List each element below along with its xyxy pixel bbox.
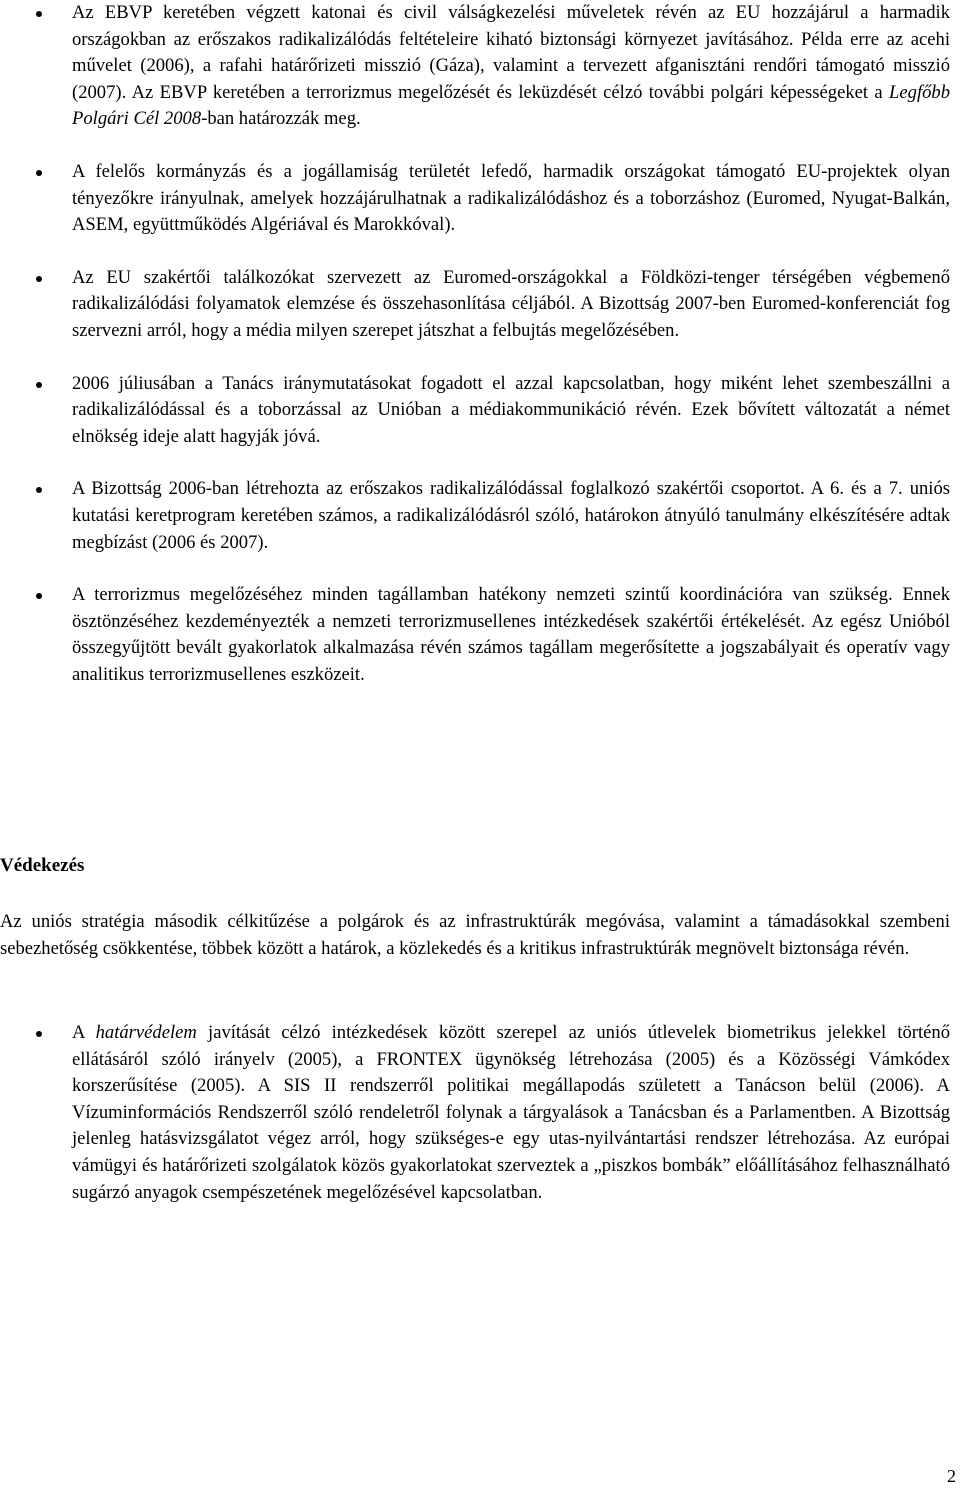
bullet-item — [0, 371, 956, 451]
bullet-dot-icon — [36, 170, 42, 176]
bullet-dot-icon — [36, 276, 42, 282]
bullet-item — [0, 1020, 956, 1206]
bullet-text: Az EU szakértői találkozókat szervezett az Euromed-országokkal a Földközi-tenger térségében végbemenő radikalizálódási folyamatok elemzése és összehasonlítása céljából. A Bizottság 2007-ben Euromed-konferenciát fog szervezni arról, hogy a média milyen szerepet játszhat a felbujtás megelőzésében. — [72, 266, 950, 341]
bullet-list-top — [0, 0, 956, 688]
bullet-item — [0, 265, 956, 345]
bullet-list-bottom — [0, 1020, 956, 1206]
bullet-item — [0, 476, 956, 556]
bullet-text: 2006 júliusában a Tanács iránymutatásokat fogadott el azzal kapcsolatban, hogy miként lehet szembeszállni a radikalizálódással és a toborzással az Unióban a médiakommunikáció révén. Ezek bővített változatát a német elnökség ideje alatt hagyják jóvá. — [72, 372, 950, 447]
bullet-dot-icon — [36, 593, 42, 599]
page-number: 2 — [947, 1466, 956, 1486]
bullet-item — [0, 582, 956, 688]
section-heading: Védekezés — [0, 855, 85, 876]
bullet-text: A felelős kormányzás és a jogállamiság területét lefedő, harmadik országokat támogató EU-projektek olyan tényezőkre irányulnak, amelyek hozzájárulhatnak a radikalizálódáshoz és a toborzáshoz (Euromed, Nyugat-Balkán, ASEM, együttműködés Algériával és Marokkóval). — [72, 160, 950, 236]
bullet-italic: határvédelem — [95, 1022, 197, 1043]
bullet-dot-icon — [36, 487, 42, 493]
section-intro: Az uniós stratégia második célkitűzése a polgárok és az infrastruktúrák megóvása, valamint a támadásokkal szembeni sebezhetőség csökkentése, többek között a határok, a közlekedés és a kritikus infrastruktúrák megnövelt biztonsága révén. — [0, 911, 950, 959]
bullet-text-tail: -ban határozzák meg. — [201, 108, 361, 130]
bullet-text: A terrorizmus megelőzéséhez minden tagállamban hatékony nemzeti szintű koordinációra van szükség. Ennek ösztönzéséhez kezdeményezték a nemzeti terrorizmusellenes intézkedések szakértői értékelését. Az egész Unióból összegyűjtött bevált gyakorlatok alkalmazása révén számos tagállam megerősítette a jogszabályait és operatív vagy analitikus terrorizmusellenes eszközeit. — [72, 584, 950, 685]
bullet-italic: Legfőbb Polgári Cél 2008 — [72, 81, 950, 130]
bullet-text: Az EBVP keretében végzett katonai és civil válságkezelési műveletek révén az EU hozzájárul a harmadik országokban az erőszakos radikalizálódás feltételeire kiható biztonsági környezet javításához. Példa erre az acehi művelet (2006), a rafahi határőrizeti misszió (Gáza), valamint a tervezett afganisztáni rendőri támogató misszió (2007). Az EBVP keretében a terrorizmus megelőzését és leküzdését célzó további polgári képességeket a — [72, 2, 950, 103]
bullet-item — [0, 0, 956, 133]
bullet-text: javítását célzó intézkedések között szerepel az uniós útlevelek biometrikus jelekkel történő ellátásáról szóló irányelv (2005), a FRONTEX ügynökség létrehozása (2005) és a Közösségi Vámkódex korszerűsítése (2005). A SIS II rendszerről politikai megállapodás született a Tanácson belül (2006). A Vízuminformációs Rendszerről szóló rendeletről folynak a tárgyalások a Tanácsban és a Parlamentben. A Bizottság jelenleg hatásvizsgálatot végez arról, hogy szükséges-e egy utas-nyilvántartási rendszer létrehozása. Az európai vámügyi és határőrizeti szolgálatok közös gyakorlatokat szerveztek a „piszkos bombák” előállításához felhasználható sugárzó anyagok csempészetének megelőzésével kapcsolatban. — [72, 1022, 950, 1203]
bullet-dot-icon — [36, 382, 42, 388]
bullet-lead: A — [72, 1022, 96, 1043]
bullet-dot-icon — [36, 1031, 42, 1037]
bullet-item — [0, 159, 956, 239]
bullet-dot-icon — [36, 11, 42, 17]
bullet-text: A Bizottság 2006-ban létrehozta az erőszakos radikalizálódással foglalkozó szakértői csoportot. A 6. és a 7. uniós kutatási keretprogram keretében számos, a radikalizálódásról szóló, határokon átnyúló tanulmány elkészítésére adtak megbízást (2006 és 2007). — [72, 478, 950, 553]
